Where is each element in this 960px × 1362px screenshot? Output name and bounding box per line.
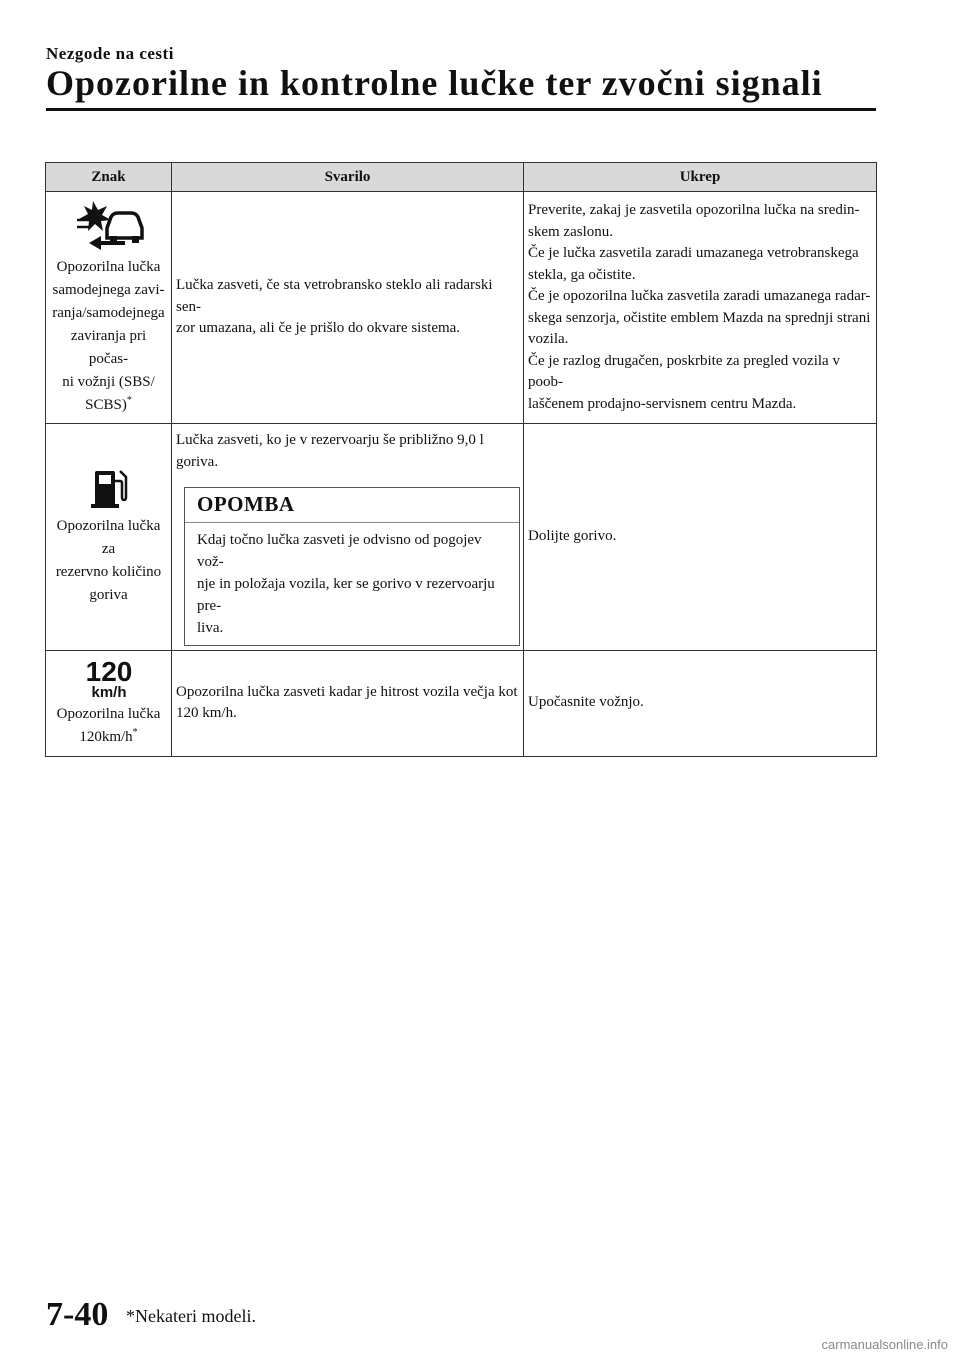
action-line: Dolijte gorivo. [528,528,617,544]
action-line: vozila. [528,331,569,347]
note-text [185,523,519,645]
note-line: Kdaj točno lučka zasveti je odvisno od pogojev vož- [197,531,482,570]
warning-line: zor umazana, ali če je prišlo do okvare sistema. [176,320,461,337]
page-title: Opozorilne in kontrolne lučke ter zvočni signali [46,63,823,103]
warning-line: Opozorilna lučka zasveti kadar je hitrost vozila večja kot [176,683,518,700]
footnote: *Nekateri modeli. [126,1306,256,1326]
fuel-pump-icon [89,467,129,509]
warning-cell [172,650,524,756]
sign-label-text: SCBS) [85,397,127,413]
sbs-scbs-warning-icon [73,198,145,250]
table-header-row [46,163,877,192]
note-title: OPOMBA [185,488,519,523]
action-line: Upočasnite vožnjo. [528,694,644,711]
sign-label-line-last [50,726,167,749]
table-row [46,424,877,651]
speed-120-number: 120 [85,657,132,687]
action-line: skega senzorja, očistite emblem Mazda na sprednji strani [528,309,871,326]
action-line: Če je razlog drugačen, poskrbite za pregled vozila v poob- [528,352,840,390]
sign-label-line: zaviranja pri počas- [70,328,147,367]
action-cell [524,650,877,756]
sign-label-text: 120km/h [79,729,133,745]
action-line: laščenem prodajno-servisnem centru Mazda. [528,395,797,412]
sign-label-line: Opozorilna lučka [56,706,161,722]
warning-line: Lučka zasveti, če sta vetrobransko steklo ali radarski sen- [176,277,493,315]
sign-cell [46,424,172,651]
sign-label-line: ranja/samodejnega [52,305,165,321]
warning-line: Lučka zasveti, ko je v rezervoarju še približno 9,0 l goriva. [176,432,484,470]
note-line: nje in položaja vozila, ker se gorivo v rezervoarju pre- [197,575,495,614]
table-row [46,192,877,424]
title-rule [46,108,876,111]
warning-cell [172,424,524,651]
sign-label-line: Opozorilna lučka [56,259,161,275]
speed-120-unit: km/h [90,684,127,699]
action-cell [524,192,877,424]
action-cell [524,424,877,651]
action-line: Če je lučka zasvetila zaradi umazanega vetrobranskega [528,245,859,261]
warning-line: 120 km/h. [176,705,237,721]
column-header-action: Ukrep [524,163,877,192]
action-line: skem zaslonu. [528,223,613,240]
footnote-mark: * [126,395,132,406]
sign-label-line: rezervno količino [55,563,162,580]
watermark: carmanualsonline.info [821,1337,948,1352]
action-line: Preverite, zakaj je zasvetila opozorilna lučka na sredin- [528,202,860,218]
sign-label-line: samodejnega zavi- [52,282,165,298]
table-row [46,650,877,756]
warning-cell [172,192,524,424]
section-label: Nezgode na cesti [46,44,174,63]
speed-120-icon [84,657,134,699]
sign-label-line: ni vožnji (SBS/ [62,374,155,390]
sign-cell [46,650,172,756]
note-box [184,487,520,646]
action-line: stekla, ga očistite. [528,266,636,283]
footnote-mark: * [132,727,138,738]
warning-lights-table [45,162,877,757]
sign-label-line: goriva [89,586,128,603]
page-number: 7-40 [46,1296,109,1333]
note-line: liva. [197,619,224,636]
sign-cell [46,192,172,424]
sign-label-line-last [50,394,167,417]
action-line: Če je opozorilna lučka zasvetila zaradi umazanega radar- [528,288,871,304]
sign-label-line: Opozorilna lučka za [56,517,161,557]
column-header-sign: Znak [46,163,172,192]
column-header-warning: Svarilo [172,163,524,192]
